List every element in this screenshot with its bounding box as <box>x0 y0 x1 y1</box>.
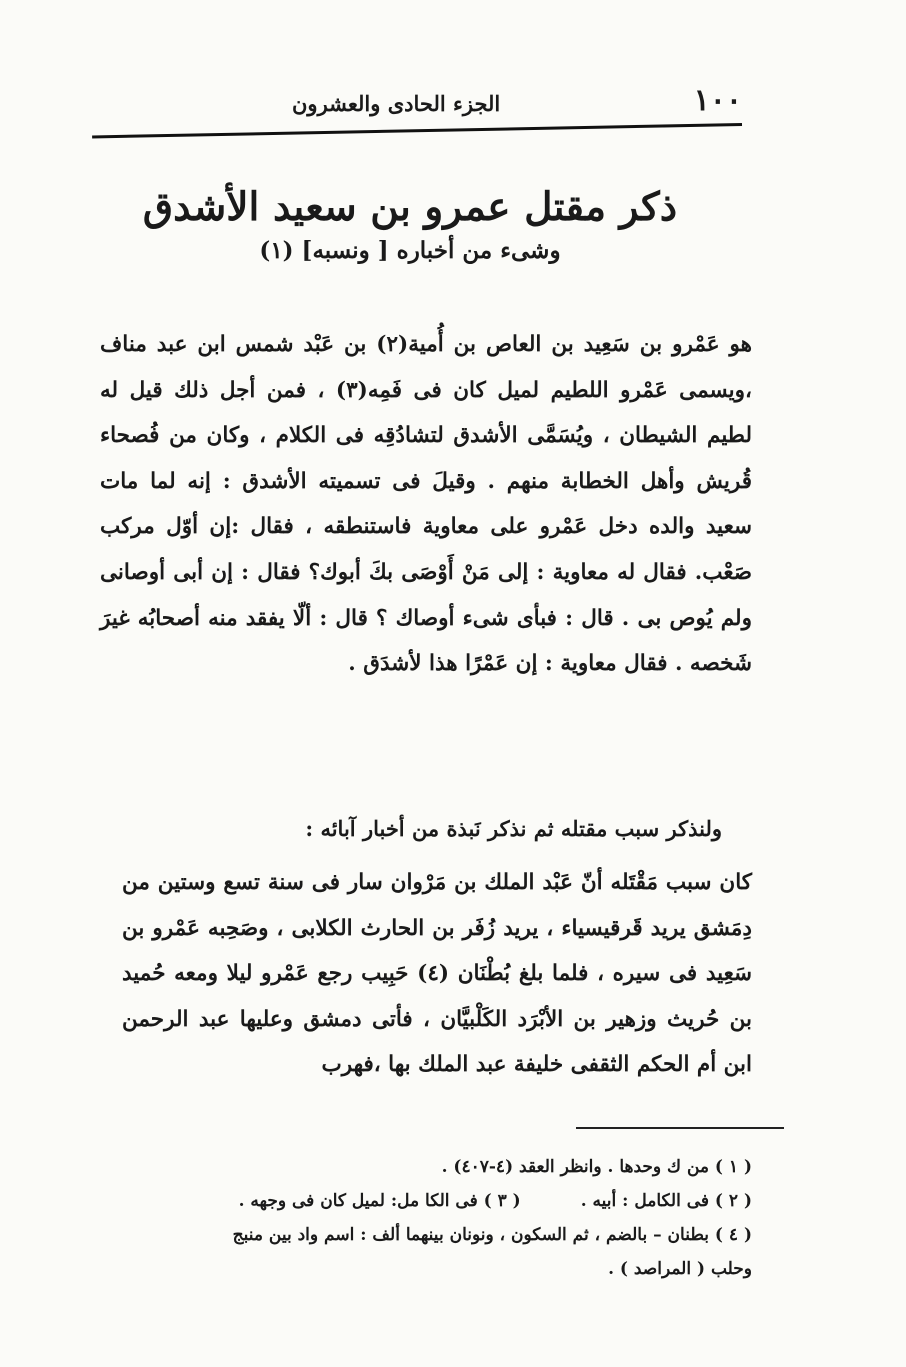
chapter-title: ذكر مقتل عمرو بن سعيد الأشدق <box>142 184 678 230</box>
page-number: ١٠٠ <box>693 83 742 118</box>
title-block <box>100 180 720 264</box>
footnotes <box>112 1150 752 1286</box>
header-rule <box>92 123 742 138</box>
footnote-4: ( ٤ ) بطنان – بالضم ، ثم السكون ، ونونان بينهما ألف : اسم واد بين منبج <box>232 1225 752 1245</box>
footnote-3: ( ٣ ) فى الكا مل: لميل كان فى وجهه . <box>238 1191 521 1211</box>
body-paragraph-2: ولنذكر سبب مقتله ثم نذكر نَبذة من أخبار آبائه : <box>305 816 722 841</box>
footnote-1: ( ١ ) من ك وحدها . وانظر العقد (٤-٤٠٧) . <box>441 1157 752 1177</box>
chapter-subtitle: وشىء من أخباره [ ونسبه] (١) <box>259 236 561 264</box>
footnote-2: ( ٢ ) فى الكامل : أبيه . <box>580 1191 752 1211</box>
body-paragraph-3: كان سبب مَقْتَله أنّ عَبْد الملك بن مَرْوان سار فى سنة تسع وستين من دِمَشق يريد قَرقيسياء ، يريد زُفَر بن الحارث الكلابى ، وصَحِبه عَمْرو بن سَعِيد فى سيره ، فلما بلغ بُطْنَان (٤) حَبِيب رجع عَمْرو ليلا ومعه حُميد بن حُريث وزهير بن الأبْرَد الكَلْبيَّان ، فأتى دمشق وعليها عبد الرحمن ابن أم الحكم الثقفى خليفة عبد الملك بها ،فهرب <box>122 870 752 1078</box>
footnote-4-continuation: وحلب ( المراصد ) . <box>608 1259 752 1279</box>
page-header <box>92 80 742 116</box>
footnote-row <box>112 1184 752 1218</box>
footnote-rule <box>576 1127 784 1129</box>
body-paragraph-1: هو عَمْرو بن سَعِيد بن العاص بن أُمية(٢) بن عَبْد شمس ابن عبد مناف ،ويسمى عَمْرو اللطيم لميل كان فى فَمِه(٣) ، فمن أجل ذلك قيل له لطيم الشيطان ، ويُسَمَّى الأشدق لتشادُقِه فى الكلام ، وكان من فُصحاء قُريش وأهل الخطابة منهم . وقيلَ فى تسميته الأشدق : إنه لما مات سعيد والده دخل عَمْرو على معاوية فاستنطقه ، فقال :إن أوّل مركب صَعْب. فقال له معاوية : إلى مَنْ أَوْصَى بكَ أبوك؟ فقال : إن أبى أوصانى ولم يُوص بى . قال : فبأى شىء أوصاك ؟ قال : ألّا يفقد منه أصحابُه غيرَ شَخصه . فقال معاوية : إن عَمْرًا هذا لأشدَق . <box>100 332 752 677</box>
running-head: الجزء الحادى والعشرون <box>292 91 501 116</box>
